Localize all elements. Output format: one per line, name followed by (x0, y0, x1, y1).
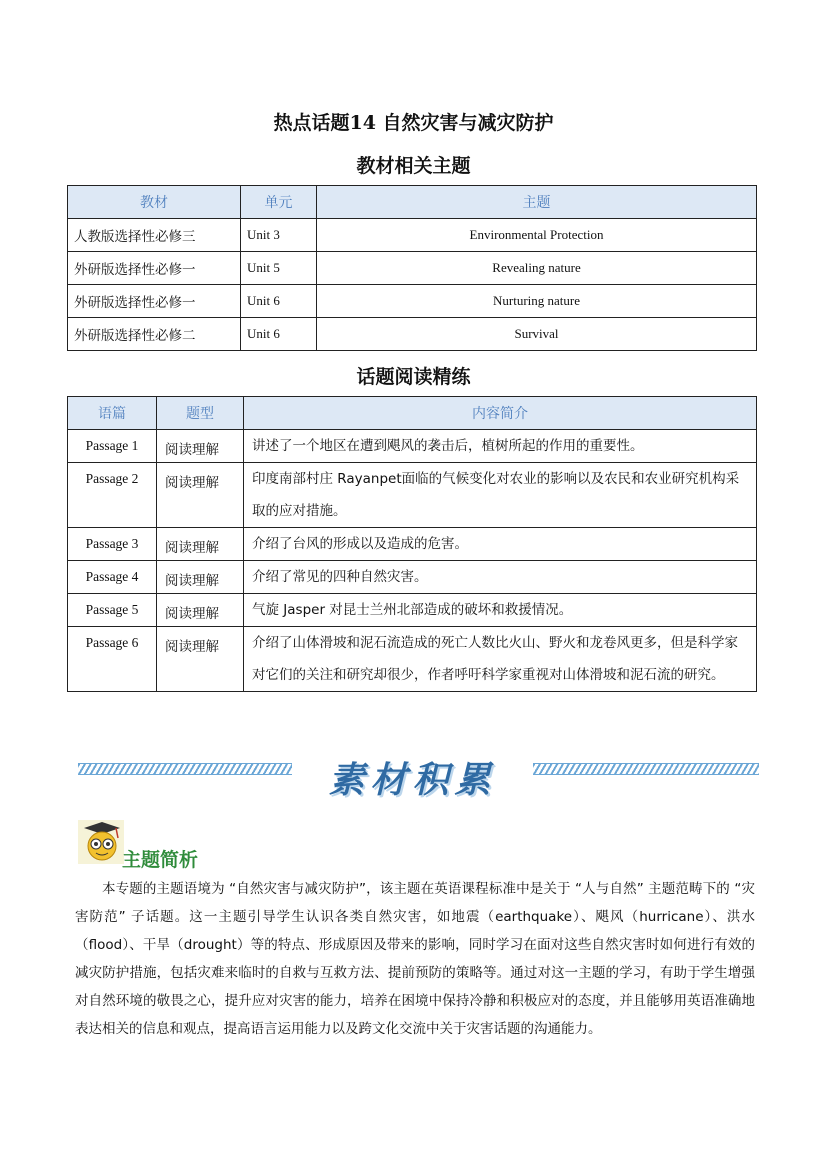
intro-paragraph: 本专题的主题语境为 “自然灾害与减灾防护”，该主题在英语课程标准中是关于 “人与自然” 主题范畴下的 “灾害防范” 子话题。这一主题引导学生认识各类自然灾害，如地震（earthquake）、飓风（hurricane）、洪水（flood）、干旱（drought）等的特点、形成原因及带来的影响，同时学习在面对这些自然灾害时如何进行有效的减灾防护措施，包括灾难来临时的自救与互救方法、提前预防的策略等。通过对这一主题的学习，有助于学生增强对自然环境的敬畏之心，提升应对灾害的能力，培养在困境中保持冷静和积极应对的态度，并且能够用英语准确地表达相关的信息和观点，提高语言运用能力以及跨文化交流中关于灾害话题的沟通能力。 (75, 881, 755, 1037)
textbook-cell: 外研版选择性必修一 (68, 252, 241, 285)
table-row (68, 627, 757, 692)
header-textbook: 教材 (68, 186, 241, 219)
header-type: 题型 (157, 397, 244, 430)
textbook-cell: 外研版选择性必修一 (68, 285, 241, 318)
section-banner: 素材积累 (328, 759, 497, 801)
table-row (68, 528, 757, 561)
table-row (68, 594, 757, 627)
textbook-cell: 人教版选择性必修三 (68, 219, 241, 252)
header-passage: 语篇 (68, 397, 157, 430)
passage-cell: Passage 4 (68, 561, 157, 594)
passage-cell: Passage 2 (68, 463, 157, 528)
summary-cell: 印度南部村庄 Rayanpet面临的气候变化对农业的影响以及农民和农业研究机构采取的应对措施。 (244, 463, 757, 528)
reading-heading: 话题阅读精练 (356, 366, 471, 388)
unit-cell: Unit 3 (241, 219, 317, 252)
header-topic: 主题 (317, 186, 757, 219)
decorative-divider-right (533, 763, 759, 775)
unit-cell: Unit 5 (241, 252, 317, 285)
summary-cell: 介绍了山体滑坡和泥石流造成的死亡人数比火山、野火和龙卷风更多，但是科学家对它们的关注和研究却很少，作者呼吁科学家重视对山体滑坡和泥石流的研究。 (244, 627, 757, 692)
header-summary: 内容简介 (244, 397, 757, 430)
textbook-cell: 外研版选择性必修二 (68, 318, 241, 351)
table-header-row (68, 186, 757, 219)
passage-cell: Passage 6 (68, 627, 157, 692)
table-row (68, 463, 757, 528)
table-row (68, 318, 757, 351)
passage-cell: Passage 5 (68, 594, 157, 627)
topics-heading: 教材相关主题 (356, 155, 471, 177)
topic-cell: Revealing nature (317, 252, 757, 285)
topic-cell: Survival (317, 318, 757, 351)
passage-cell: Passage 1 (68, 430, 157, 463)
type-cell: 阅读理解 (157, 561, 244, 594)
type-cell: 阅读理解 (157, 430, 244, 463)
page-title: 热点话题14 自然灾害与减灾防护 (273, 112, 554, 134)
unit-cell: Unit 6 (241, 318, 317, 351)
type-cell: 阅读理解 (157, 528, 244, 561)
table-row (68, 219, 757, 252)
summary-cell: 气旋 Jasper 对昆士兰州北部造成的破坏和救援情况。 (244, 594, 757, 627)
topic-cell: Nurturing nature (317, 285, 757, 318)
table-row (68, 252, 757, 285)
type-cell: 阅读理解 (157, 463, 244, 528)
summary-cell: 介绍了常见的四种自然灾害。 (244, 561, 757, 594)
topic-cell: Environmental Protection (317, 219, 757, 252)
decorative-divider-left (78, 763, 292, 775)
reading-table (67, 396, 757, 692)
unit-cell: Unit 6 (241, 285, 317, 318)
summary-cell: 介绍了台风的形成以及造成的危害。 (244, 528, 757, 561)
subsection-title: 主题简析 (122, 849, 199, 871)
type-cell: 阅读理解 (157, 594, 244, 627)
passage-cell: Passage 3 (68, 528, 157, 561)
mascot-icon (76, 818, 126, 866)
table-header-row (68, 397, 757, 430)
table-row (68, 561, 757, 594)
table-row (68, 285, 757, 318)
type-cell: 阅读理解 (157, 627, 244, 692)
summary-cell: 讲述了一个地区在遭到飓风的袭击后，植树所起的作用的重要性。 (244, 430, 757, 463)
topics-table (67, 185, 757, 351)
table-row (68, 430, 757, 463)
header-unit: 单元 (241, 186, 317, 219)
